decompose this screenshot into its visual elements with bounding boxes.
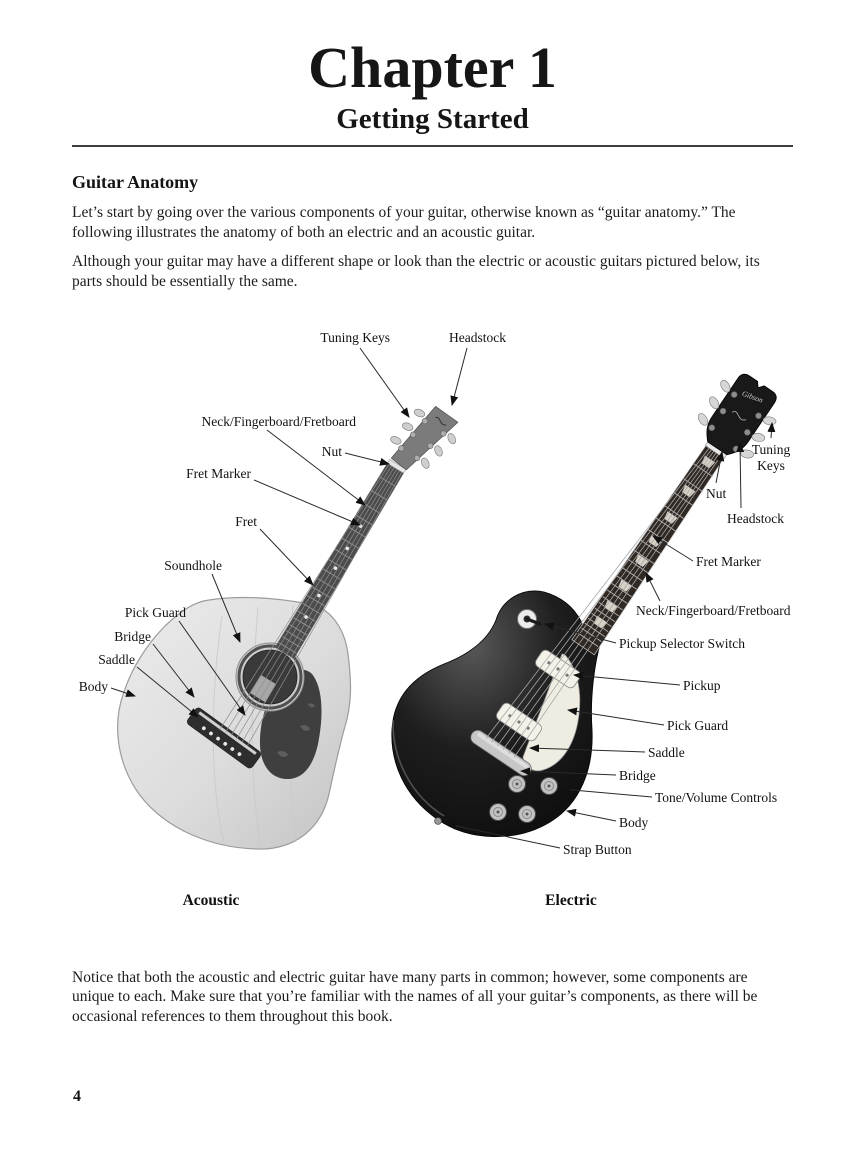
part-label-strap-button: Strap Button: [563, 841, 632, 857]
page-number: 4: [73, 1088, 81, 1105]
part-label-fret-marker: Fret Marker: [186, 465, 251, 481]
part-label-bridge: Bridge: [114, 628, 151, 644]
leader-line: [345, 453, 389, 464]
caption-acoustic: Acoustic: [182, 891, 240, 909]
part-label-headstock: Headstock: [727, 510, 784, 526]
part-label-bridge: Bridge: [619, 767, 656, 783]
leader-line: [567, 811, 616, 821]
part-label-saddle: Saddle: [98, 651, 135, 667]
leader-line: [360, 348, 409, 417]
chapter-title: Chapter 1: [308, 35, 557, 100]
leader-line: [260, 529, 313, 585]
caption-electric: Electric: [545, 891, 597, 909]
intro-paragraph-2: Although your guitar may have a different shape or look than the electric or acoustic guitars pictured below, its parts should be essentially the same.: [72, 253, 760, 290]
intro-paragraph-1: Let’s start by going over the various components of your guitar, otherwise known as “guitar anatomy.” The following illustrates the anatomy of both an electric and an acoustic guitar.: [72, 203, 736, 241]
part-label-neck-fingerboard-fretboard: Neck/Fingerboard/Fretboard: [201, 413, 356, 429]
part-label-tuning-keys: Tuning Keys: [751, 441, 791, 473]
leader-line: [254, 480, 360, 525]
part-label-soundhole: Soundhole: [164, 557, 222, 573]
part-label-pickup: Pickup: [683, 677, 721, 693]
chapter-subtitle: Getting Started: [336, 102, 529, 135]
part-label-fret: Fret: [235, 513, 257, 529]
closing-paragraph: Notice that both the acoustic and electric guitar have many parts in common; however, some components are unique to each. Make sure that you’re familiar with the names of all your guitar’s components, as there will be occasional references to them throughout this book.: [72, 968, 758, 1025]
part-label-tuning-keys: Tuning Keys: [320, 329, 390, 345]
section-heading: Guitar Anatomy: [72, 171, 199, 192]
part-label-neck-fingerboard-fretboard: Neck/Fingerboard/Fretboard: [636, 602, 791, 618]
title-rule: [72, 145, 793, 147]
leader-line: [771, 423, 772, 438]
part-label-body: Body: [619, 814, 649, 830]
electric-strap-button: [435, 817, 442, 824]
part-label-pick-guard: Pick Guard: [667, 717, 729, 733]
leader-line: [267, 430, 365, 505]
leader-line: [646, 573, 660, 601]
part-label-saddle: Saddle: [648, 744, 685, 760]
leader-line: [452, 348, 467, 405]
part-label-nut: Nut: [321, 443, 342, 459]
part-label-pickup-selector-switch: Pickup Selector Switch: [619, 635, 745, 651]
guitar-anatomy-diagram: [72, 324, 792, 914]
part-label-fret-marker: Fret Marker: [696, 553, 761, 569]
part-label-tone-volume-controls: Tone/Volume Controls: [655, 789, 778, 805]
part-label-pick-guard: Pick Guard: [124, 604, 186, 620]
part-label-headstock: Headstock: [449, 329, 506, 345]
part-label-nut: Nut: [706, 485, 727, 501]
part-label-body: Body: [78, 678, 108, 694]
electric-headstock-logo: Gibson: [740, 388, 765, 405]
